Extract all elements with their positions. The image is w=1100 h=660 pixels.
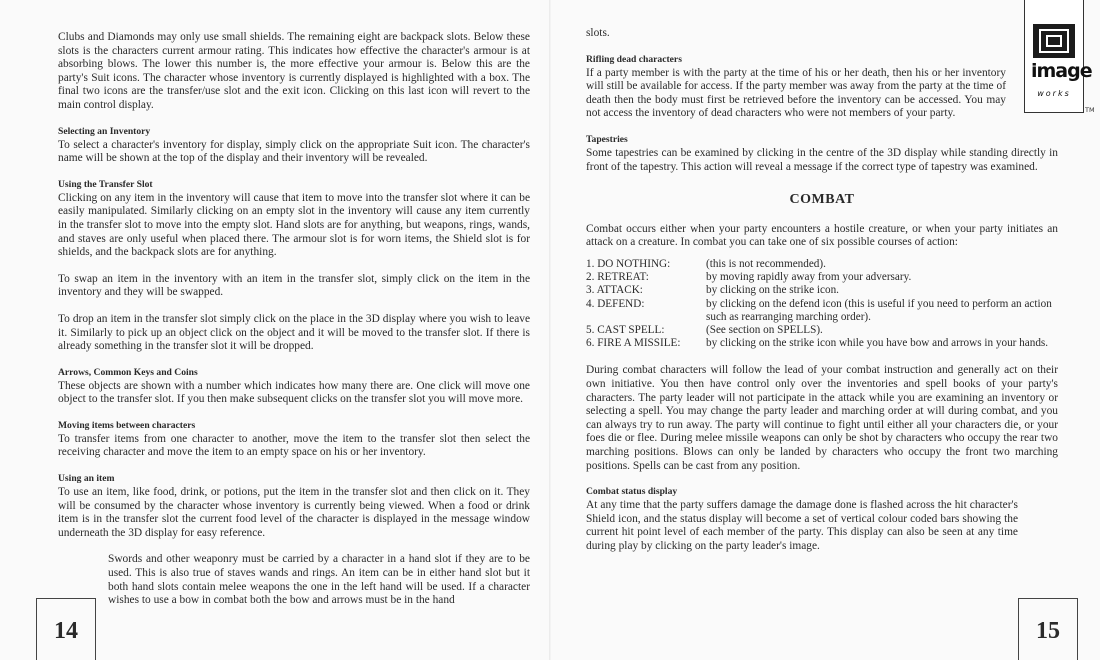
- action-name: 6. FIRE A MISSILE:: [586, 337, 681, 350]
- section-text: If a party member is with the party at the time of his or her death, then his or her inventory will still be available for access. If the party member was away from the party at the time of death then the body must first be retrieved before the inventory can be accessed. You may not access the inventory of dead characters who were not members of your party.: [586, 66, 1006, 120]
- section-heading: Selecting an Inventory: [58, 125, 151, 137]
- page-number-left: 14: [36, 598, 96, 660]
- section-heading: Arrows, Common Keys and Coins: [58, 366, 198, 378]
- action-description: (See section on SPELLS).: [706, 323, 823, 336]
- trademark-symbol: TM: [1085, 106, 1095, 114]
- section-heading: Tapestries: [586, 133, 628, 145]
- section-text: Some tapestries can be examined by clicking in the centre of the 3D display while standing directly in front of the tapestry. This action will reveal a message if the correct type of tapestry was examined.: [586, 146, 1058, 173]
- list-item: [586, 258, 1056, 271]
- right-page: [550, 0, 1100, 660]
- logo-subtitle: works: [1037, 89, 1071, 98]
- section-heading: Using the Transfer Slot: [58, 178, 153, 190]
- section-text: To swap an item in the inventory with an item in the transfer slot, simply click on the item in the inventory and they will be swapped.: [58, 272, 530, 299]
- section-heading: Combat status display: [586, 486, 678, 498]
- list-item: [586, 337, 1056, 350]
- combat-body: During combat characters will follow the lead of your combat instruction and generally act on their own initiative. You then have control only over the inventories and spell books of your party's characters. The party leader will not participate in the attack while you are examining an inventory or selecting a spell. You may change the party leader and marching order at will during combat, and you can always try to run away. The party will continue to fight until either all your characters die, or your foes die or flee. During melee missile weapons can only be shot by characters who occupy the rear two marching positions. Blows can only be landed by characters who occupy the front two marching positions. Spells can be cast from any position.: [586, 364, 1058, 472]
- page-number-right: 15: [1018, 598, 1078, 660]
- list-item: [586, 284, 1056, 297]
- section-selecting-inventory: [58, 126, 530, 166]
- list-item: [586, 298, 1056, 324]
- indented-paragraph: Swords and other weaponry must be carried by a character in a hand slot if they are to be used. This is also true of staves wands and rings. An item can be in either hand slot but it both hand slots contain melee weapons the one in the left hand will be used. If a character wishes to use a bow in combat both the bow and arrows must be in the hand: [108, 553, 530, 607]
- logo-wordmark: image: [1031, 60, 1092, 82]
- combat-actions-list: [586, 258, 1056, 350]
- section-heading: Using an item: [58, 473, 115, 485]
- section-arrows-keys-coins: [58, 367, 530, 407]
- section-text: To drop an item in the transfer slot simply click on the place in the 3D display where you wish to leave it. Similarly to pick up an object click on the object and it will be moved to the transfer slot. If there is already something in the transfer slot it will be dropped.: [58, 312, 530, 353]
- combat-intro: Combat occurs either when your party encounters a hostile creature, or when your party initiates an attack on a creature. In combat you can take one of six possible courses of action:: [586, 222, 1058, 249]
- section-moving-items: [58, 420, 530, 460]
- section-text: At any time that the party suffers damage the damage done is flashed across the hit character's Shield icon, and the status display will become a set of vertical colour coded bars showing the current hit point level of each member of the party. This display can also be seen at any time during play by clicking on the party leader's image.: [586, 499, 1018, 552]
- action-name: 4. DEFEND:: [586, 297, 645, 310]
- list-item: [586, 324, 1056, 337]
- section-text: Clicking on any item in the inventory will cause that item to move into the transfer slot where it can be easily manipulated. Similarly clicking on an empty slot in the inventory will cause any item currently in the transfer slot to move into the empty slot. Hand slots are for anything, but weapons, rings, wands, and staves are only useful when placed there. The armour slot is for worn items, the Shield slot is for shields, and the backpack slots are for anything.: [58, 191, 530, 259]
- right-column: [586, 27, 1058, 553]
- combat-title: COMBAT: [789, 192, 855, 208]
- action-name: 3. ATTACK:: [586, 284, 643, 297]
- list-item: [586, 271, 1056, 284]
- action-name: 1. DO NOTHING:: [586, 257, 671, 270]
- section-text: To select a character's inventory for display, simply click on the appropriate Suit icon. The character's name will be shown at the top of the display and their inventory will be revealed.: [58, 138, 530, 165]
- continuation-text: slots.: [586, 27, 610, 39]
- action-description: by clicking on the strike icon while you have bow and arrows in your hands.: [706, 337, 1049, 350]
- section-heading: Rifling dead characters: [586, 53, 682, 65]
- section-rifling-dead: [586, 54, 1058, 121]
- action-name: 2. RETREAT:: [586, 271, 649, 284]
- action-description: (this is not recommended).: [706, 257, 826, 270]
- section-text: To use an item, like food, drink, or potions, put the item in the transfer slot and then click on it. They will be consumed by the character whose inventory is currently being viewed. When a food or drink item is in the transfer slot the current food level of the character is displayed in the message window underneath the 3D display for easy reference.: [58, 486, 530, 539]
- section-using-item: [58, 473, 530, 540]
- action-name: 5. CAST SPELL:: [586, 323, 665, 336]
- intro-paragraph: Clubs and Diamonds may only use small shields. The remaining eight are backpack slots. Below these slots is the characters current armour rating. This indicates how effective the character's armour is at absorbing blows. The lower this number is, the more effective your armour is. Below this are the party's Suit icons. The character whose inventory is currently displayed is highlighted with a box. The final two icons are the transfer/use slot and the exit icon. Clicking on this last icon will revert to the main control display.: [58, 31, 530, 111]
- section-heading: Moving items between characters: [58, 419, 196, 431]
- action-description: by clicking on the defend icon (this is useful if you need to perform an action such as rearranging marching order).: [706, 297, 1052, 323]
- section-text: To transfer items from one character to another, move the item to the transfer slot then select the receiving character and move the item to an empty space on his or her inventory.: [58, 432, 530, 459]
- action-description: by moving rapidly away from your adversary.: [706, 271, 912, 284]
- section-transfer-slot: [58, 179, 530, 354]
- section-tapestries: [586, 134, 1058, 174]
- section-text: These objects are shown with a number which indicates how many there are. One click will move one object to the transfer slot. If you then make subsequent clicks on the transfer slot you will move more.: [58, 379, 530, 406]
- action-description: by clicking on the strike icon.: [706, 284, 839, 297]
- section-combat-status: [586, 486, 1058, 553]
- left-column: [58, 31, 530, 608]
- logo-emblem-icon: [1033, 24, 1075, 58]
